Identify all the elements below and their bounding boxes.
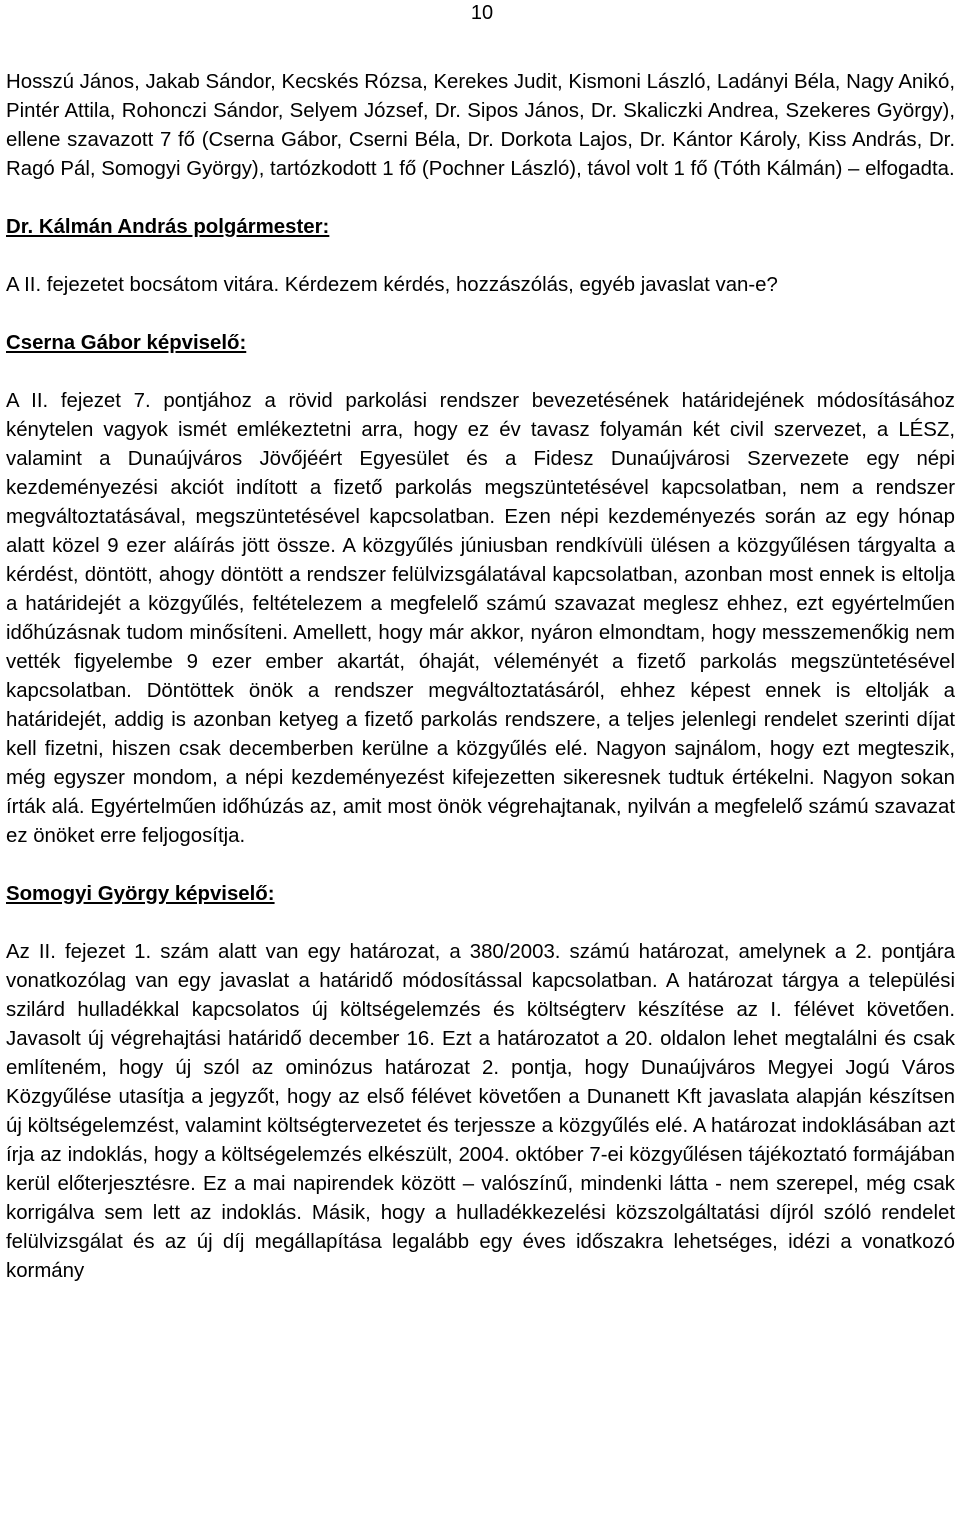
speaker-heading-cserna: Cserna Gábor képviselő: (6, 332, 247, 354)
mayor-statement-paragraph: A II. fejezetet bocsátom vitára. Kérdezem kérdés, hozzászólás, egyéb javaslat van-e? (6, 274, 778, 296)
spacer (6, 184, 955, 213)
spacer (6, 851, 955, 880)
spacer (6, 242, 955, 271)
speaker-heading-somogyi: Somogyi György képviselő: (6, 883, 275, 905)
document-body (6, 68, 955, 1286)
spacer (6, 909, 955, 938)
somogyi-statement-paragraph: Az II. fejezet 1. szám alatt van egy határozat, a 380/2003. számú határozat, amelynek a 2. pontjára vonatkozólag van egy javaslat a határidő módosítással kapcsolatban. A határozat tárgya a települési szilárd hulladékkal kapcsolatos új költségelemzés és költségterv készítése az I. félévet követően. Javasolt új végrehajtási határidő december 16. Ezt a határozatot a 20. oldalon lehet megtalálni és csak említeném, hogy új szól az ominózus határozat 2. pontja, hogy Dunaújváros Megyei Jogú Város Közgyűlése utasítja a jegyzőt, hogy az első félévet követően a Dunanett Kft javaslata alapján készítsen új költségelemzést, valamint költségtervezetet és terjessze a közgyűlés elé. A határozat indoklásában azt írja az indoklás, hogy a költségelemzés elkészült, 2004. október 7-ei közgyűlésen tájékoztató formájában kerül előterjesztésre. Ez a mai napirendek között – valószínű, mindenki látta - nem szerepel, még csak korrigálva sem lett az indoklás. Másik, hogy a hulladékkezelési közszolgáltatási díjról szóló rendelet felülvizsgálat és az új díj megállapítása legalább egy éves időszakra lehetséges, idézi a vonatkozó kormány (6, 941, 955, 1282)
vote-result-paragraph: Hosszú János, Jakab Sándor, Kecskés Rózsa, Kerekes Judit, Kismoni László, Ladányi Béla, Nagy Anikó, Pintér Attila, Rohonczi Sándor, Selyem József, Dr. Sipos János, Dr. Skaliczki Andrea, Szekeres György), ellene szavazott 7 fő (Cserna Gábor, Cserni Béla, Dr. Dorkota Lajos, Dr. Kántor Károly, Kiss András, Dr. Ragó Pál, Somogyi György), tartózkodott 1 fő (Pochner László), távol volt 1 fő (Tóth Kálmán) – elfogadta. (6, 71, 955, 180)
speaker-heading-mayor: Dr. Kálmán András polgármester: (6, 216, 330, 238)
spacer (6, 358, 955, 387)
spacer (6, 300, 955, 329)
page-number: 10 (470, 2, 494, 24)
cserna-statement-paragraph: A II. fejezet 7. pontjához a rövid parkolási rendszer bevezetésének határidejének módosításához kénytelen vagyok ismét emlékeztetni arra, hogy ez év tavasz folyamán két civil szervezet, a LÉSZ, valamint a Dunaújváros Jövőjéért Egyesület és a Fidesz Dunaújvárosi Szervezete egy népi kezdeményezési akciót indított a fizető parkolás megszüntetésével kapcsolatban, nem a rendszer megváltoztatásával, megszüntetésével kapcsolatban. Ezen népi kezdeményezés során az egy hónap alatt közel 9 ezer aláírás jött össze. A közgyűlés júniusban rendkívüli ülésen a közgyűlésen tárgyalta a kérdést, döntött, ahogy döntött a rendszer felülvizsgálatával kapcsolatban, azonban most ennek is eltolja a határidejét a közgyűlés, feltételezem a megfelelő számú szavazat meglesz ehhez, ezt egyértelműen időhúzásnak tudom minősíteni. Amellett, hogy már akkor, nyáron elmondtam, hogy messzemenőkig nem vették figyelembe 9 ezer ember akartát, óhaját, véleményét a fizető parkolás megszüntetésével kapcsolatban. Döntöttek önök a rendszer megváltoztatásáról, ehhez képest ennek is eltolják a határidejét, addig is azonban ketyeg a fizető parkolás rendszere, a teljes jelenlegi rendelet szerinti díjat kell fizetni, hiszen csak decemberben kerülne a közgyűlés elé. Nagyon sajnálom, hogy ezt megteszik, még egyszer mondom, a népi kezdeményezést kifejezetten sikeresnek tudtuk értékelni. Nagyon sokan írták alá. Egyértelműen időhúzás az, amit most önök végrehajtanak, nyilván a megfelelő számú szavazat ez önöket erre feljogosítja. (6, 390, 955, 847)
